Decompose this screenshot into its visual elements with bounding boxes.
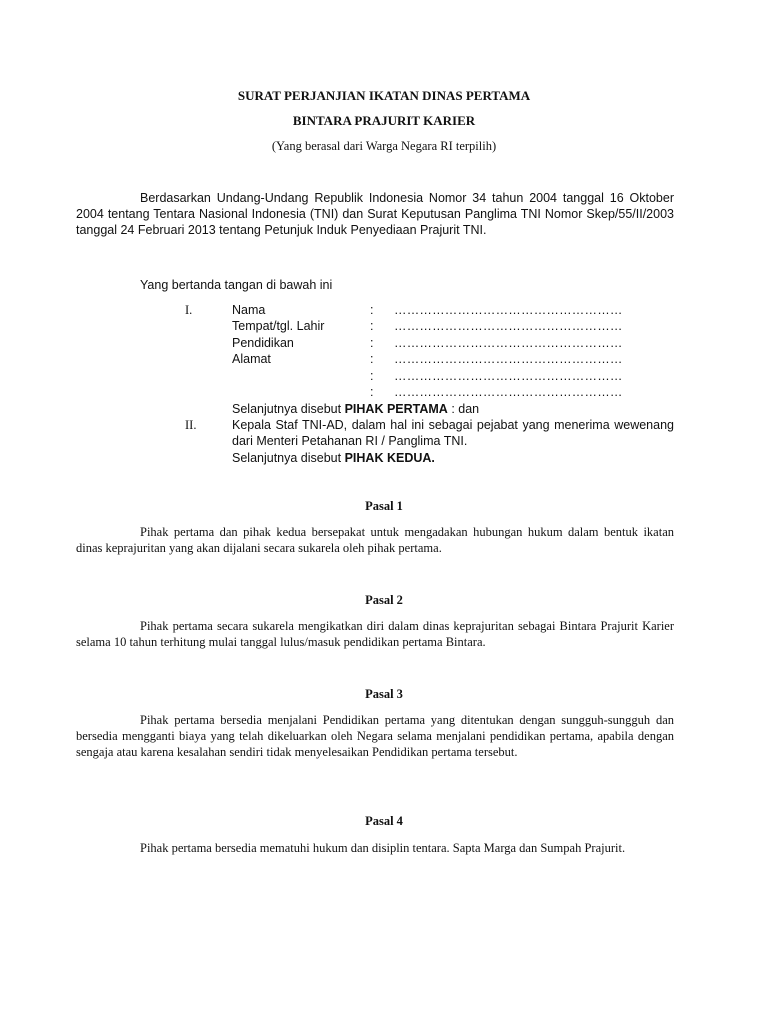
party-one-numeral: I. [185, 303, 193, 317]
designation-prefix: Selanjutnya disebut [232, 451, 345, 465]
field-value-nama: ……………………………………………… [394, 303, 623, 317]
field-colon: : [370, 369, 374, 383]
field-colon: : [370, 336, 374, 350]
party-two-designation [232, 450, 435, 466]
field-label-education: Pendidikan [232, 336, 294, 350]
field-label-address: Alamat [232, 352, 271, 366]
party-one-fields [0, 302, 768, 398]
article-text: Pihak pertama bersedia mematuhi hukum dan disiplin tentara. Sapta Marga dan Sumpah Prajurit. [140, 841, 626, 855]
signatory-intro: Yang bertanda tangan di bawah ini [140, 278, 333, 292]
designation-suffix: : dan [447, 402, 480, 416]
field-label-birth: Tempat/tgl. Lahir [232, 319, 325, 333]
field-colon: : [370, 385, 374, 399]
article-text: Pihak pertama bersedia menjalani Pendidikan pertama yang ditentukan dengan sungguh-sungguh dan bersedia mengganti biaya yang telah dikeluarkan oleh Negara selama menjalani pendidikan pertama, apabila dengan sengaja atau karena kesalahan sendiri tidak menyelesaikan Pendidikan pertama tersebut. [76, 713, 674, 759]
article-text: Pihak pertama dan pihak kedua bersepakat untuk mengadakan hubungan hukum dalam bentuk ikatan dinas keprajuritan yang akan dijalani secara sukarela oleh pihak pertama. [76, 525, 674, 555]
preamble-paragraph: Berdasarkan Undang-Undang Republik Indonesia Nomor 34 tahun 2004 tanggal 16 Oktober 2004 tentang Tentara Nasional Indonesia (TNI) dan Surat Keputusan Panglima TNI Nomor Skep/55/II/2003 tanggal 24 Februari 2013 tentang Petunjuk Induk Penyediaan Prajurit TNI. [76, 191, 674, 237]
document-origin-note: (Yang berasal dari Warga Negara RI terpilih) [271, 139, 497, 153]
designation-pihak-pertama: PIHAK PERTAMA [344, 402, 448, 416]
field-value-address: ……………………………………………… [394, 352, 623, 366]
designation-prefix: Selanjutnya disebut [232, 402, 345, 416]
article-heading: Pasal 3 [365, 687, 403, 701]
field-label-nama: Nama [232, 303, 266, 317]
article-text: Pihak pertama secara sukarela mengikatkan diri dalam dinas keprajuritan sebagai Bintara Prajurit Karier selama 10 tahun terhitung mulai tanggal lulus/masuk pendidikan pertama Bintara. [76, 619, 674, 649]
party-two-description: Kepala Staf TNI-AD, dalam hal ini sebagai pejabat yang menerima wewenang dari Menteri Petahanan RI / Panglima TNI. [232, 418, 674, 448]
document-subtitle-rank: BINTARA PRAJURIT KARIER [292, 113, 476, 128]
field-value-address-2: ……………………………………………… [394, 369, 623, 383]
designation-pihak-kedua: PIHAK KEDUA. [344, 451, 435, 465]
field-value-address-3: ……………………………………………… [394, 385, 623, 399]
party-two-numeral: II. [185, 418, 197, 432]
field-colon: : [370, 319, 374, 333]
field-value-birth: ……………………………………………… [394, 319, 623, 333]
party-one-designation [232, 401, 479, 417]
field-colon: : [370, 352, 374, 366]
article-heading: Pasal 2 [365, 593, 403, 607]
field-value-education: ……………………………………………… [394, 336, 623, 350]
field-colon: : [370, 303, 374, 317]
article-heading: Pasal 1 [365, 499, 403, 513]
document-title: SURAT PERJANJIAN IKATAN DINAS PERTAMA [237, 88, 531, 103]
article-heading: Pasal 4 [365, 814, 403, 828]
